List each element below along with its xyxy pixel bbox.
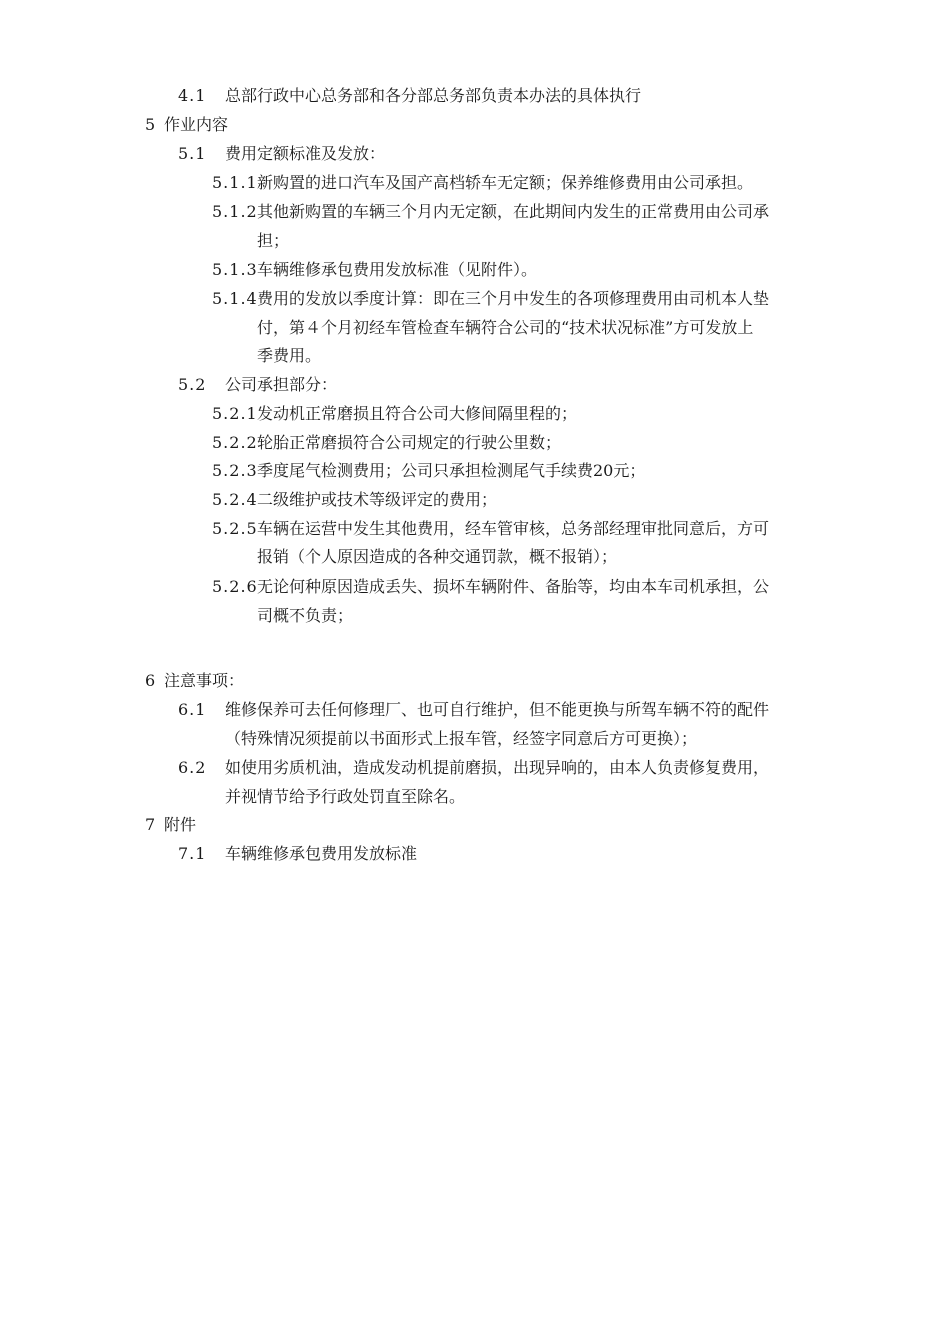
section-5-1-4-continuation: 付，第４个月初经车管检查车辆符合公司的“技术状况标准”方可发放上 xyxy=(257,318,754,337)
item-text: 公司承担部分： xyxy=(225,375,338,394)
section-6-2-continuation: 并视情节给予行政处罚直至除名。 xyxy=(225,787,466,806)
item-number: 5.1.2 xyxy=(212,202,258,221)
item-text: 车辆在运营中发生其他费用，经车管审核，总务部经理审批同意后，方可 xyxy=(257,519,770,538)
item-number: 6.1 xyxy=(178,700,207,719)
item-text: 二级维护或技术等级评定的费用； xyxy=(257,490,498,509)
item-text: 如使用劣质机油，造成发动机提前磨损，出现异响的，由本人负责修复费用， xyxy=(225,758,770,777)
item-number: 5.2.2 xyxy=(212,433,258,452)
item-number: 6 xyxy=(145,671,157,690)
item-text: 发动机正常磨损且符合公司大修间隔里程的； xyxy=(257,404,578,423)
item-text: 维修保养可去任何修理厂、也可自行维护，但不能更换与所驾车辆不符的配件 xyxy=(225,700,770,719)
item-text: 作业内容 xyxy=(164,115,229,134)
item-text: 轮胎正常磨损符合公司规定的行驶公里数； xyxy=(257,433,562,452)
item-text: 新购置的进口汽车及国产高档轿车无定额；保养维修费用由公司承担。 xyxy=(257,173,754,192)
item-text: 总部行政中心总务部和各分部总务部负责本办法的具体执行 xyxy=(225,86,642,105)
section-6-1-continuation: （特殊情况须提前以书面形式上报车管，经签字同意后方可更换）； xyxy=(225,729,698,748)
item-number: 7 xyxy=(145,815,157,834)
item-text: 车辆维修承包费用发放标准（见附件）。 xyxy=(257,260,538,279)
item-number: 5.2.6 xyxy=(212,577,258,596)
section-5-1-2-continuation: 担； xyxy=(257,231,290,250)
item-number: 5.2.4 xyxy=(212,490,258,509)
item-number: 5 xyxy=(145,115,157,134)
item-text: 注意事项： xyxy=(164,671,245,690)
item-number: 5.2.5 xyxy=(212,519,258,538)
item-text: 其他新购置的车辆三个月内无定额，在此期间内发生的正常费用由公司承 xyxy=(257,202,770,221)
item-text: 车辆维修承包费用发放标准 xyxy=(225,844,418,863)
section-5-2-5-continuation: 报销（个人原因造成的各种交通罚款，概不报销）； xyxy=(257,547,618,566)
item-number: 5.1.3 xyxy=(212,260,258,279)
item-number: 5.2.1 xyxy=(212,404,258,423)
item-number: 4.1 xyxy=(178,86,207,105)
item-number: 5.2.3 xyxy=(212,461,258,480)
item-number: 6.2 xyxy=(178,758,207,777)
section-5-2-6-continuation: 司概不负责； xyxy=(257,606,354,625)
item-text: 费用的发放以季度计算：即在三个月中发生的各项修理费用由司机本人垫 xyxy=(257,289,770,308)
item-number: 5.1.4 xyxy=(212,289,258,308)
item-text: 无论何种原因造成丢失、损坏车辆附件、备胎等，均由本车司机承担，公 xyxy=(257,577,770,596)
item-number: 5.1.1 xyxy=(212,173,258,192)
item-number: 5.2 xyxy=(178,375,207,394)
section-5-1-4-continuation: 季费用。 xyxy=(257,346,322,365)
item-number: 7.1 xyxy=(178,844,207,863)
item-number: 5.1 xyxy=(178,144,207,163)
item-text: 季度尾气检测费用；公司只承担检测尾气手续费20元； xyxy=(257,461,646,480)
item-text: 附件 xyxy=(164,815,197,834)
item-text: 费用定额标准及发放： xyxy=(225,144,386,163)
